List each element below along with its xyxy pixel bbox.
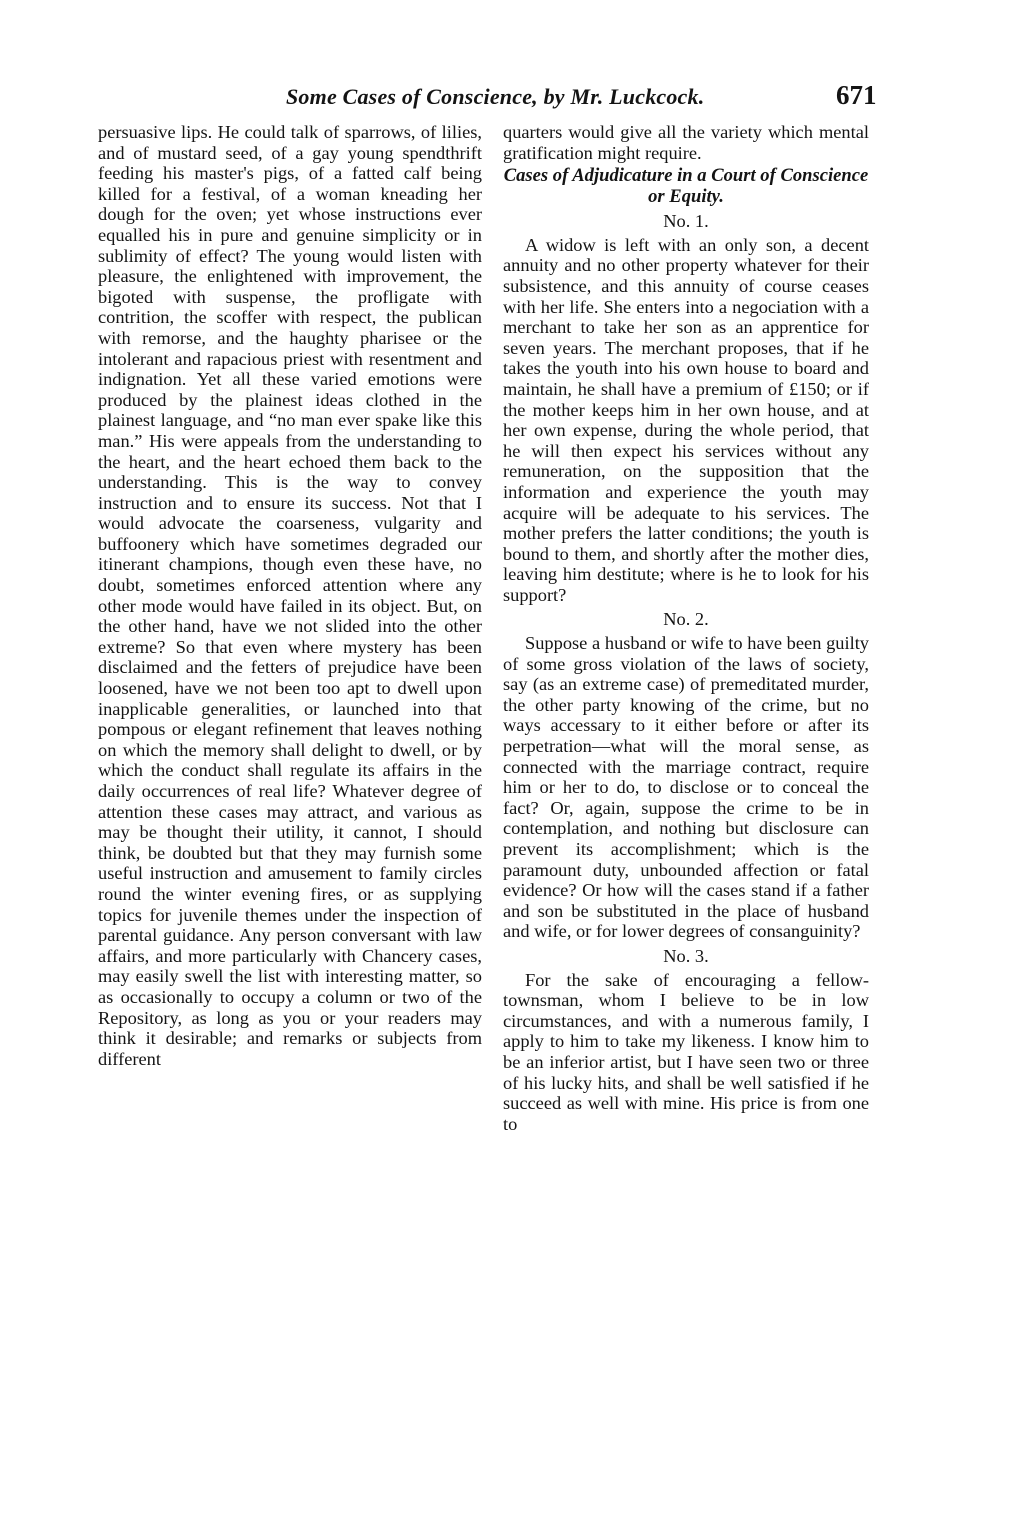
case-text-1: A widow is left with an only son, a decent annuity and no other property whatever for their subsistence, and this annuity of course ceases with her life. She enters into a negociation with a merchant to take her son as an apprentice for seven years. The merchant proposes, that if he takes the youth into his own house to board and maintain, he shall have a premium of £150; or if the mother keeps him in her own house, and at her own expense, during the whole period, that he will then expect his services without any remuneration, on the supposition that the information and experience the youth may acquire will be adequate to his services. The mother prefers the latter conditions; the youth is bound to them, and shortly after the mother dies, leaving him destitute; where is he to look for his support?	[503, 234, 869, 605]
body-paragraph: persuasive lips. He could talk of sparrows, of lilies, and of mustard seed, of a gay young spendthrift feeding his master's pigs, of a fatted calf being killed for a festival, of a woman kneading her dough for the oven; yet whose instructions ever equalled his in pure and genuine simplicity or in sublimity of effect? The young would listen with pleasure, the enlightened with improvement, the bigoted with suspense, the profligate with contrition, the scoffer with respect, the publican with remorse, and the haughty pharisee or the intolerant and rapacious priest with resentment and indignation. Yet all these varied emotions were produced by the plainest ideas clothed in the plainest language, and “no man ever spake like this man.” His were appeals from the understanding to the heart, and the heart echoed them back to the understanding. This is the way to convey instruction and to ensure its success. Not that I would advocate the coarseness, vulgarity and buffoonery which have sometimes degraded our itinerant champions, though even these have, no doubt, sometimes enforced attention where any other mode would have failed in its object. But, on the other hand, have we not slided into the other extreme? So that even where mystery has been disclaimed and the fetters of prejudice have been loosened, have we not been too apt to dwell upon inapplicable generalities, or launched into that pompous or elegant refinement that leaves nothing on which the memory shall delight to dwell, or by which the conduct shall regulate its affairs in the daily occurrences of real life? Whatever degree of attention these cases may attract, and various as may be thought their utility, it cannot, I should think, be doubted but that they may furnish some useful instruction and amusement to family circles round the winter evening fires, or as supplying topics for juvenile themes under the inspection of parental guidance. Any person conversant with law affairs, and more particularly with Chancery cases, may easily swell the list with interesting matter, so as occasionally to occupy a column or two of the Repository, as long as you or your readers may think it desirable; and remarks or subjects from different	[98, 122, 482, 1069]
running-head-title: Some Cases of Conscience, by Mr. Luckcock.	[286, 84, 705, 109]
section-heading: Cases of Adjudicature in a Court of Conscience or Equity.	[503, 165, 869, 208]
running-head	[0, 78, 1020, 118]
lead-paragraph: quarters would give all the variety which mental gratification might require.	[503, 122, 869, 163]
left-column	[98, 122, 482, 1069]
case-text-3: For the sake of encouraging a fellow-townsman, whom I believe to be in low circumstances, and with a numerous family, I apply to him to take my likeness. I know him to be an inferior artist, but I have seen two or three of his lucky hits, and shall be well satisfied if he succeed as well with mine. His price is from one to	[503, 969, 869, 1134]
case-number-2: No. 2.	[663, 609, 709, 630]
case-number-1: No. 1.	[663, 211, 709, 232]
case-number-3: No. 3.	[663, 945, 709, 966]
page-number: 671	[836, 80, 877, 110]
case-text-2: Suppose a husband or wife to have been guilty of some gross violation of the laws of society, say (as an extreme case) of premeditated murder, the other party knowing of the crime, but no ways accessary to it either before or after its perpetration—what will the moral sense, as connected with the marriage contract, require him or her to do, to disclose or to conceal the fact? Or, again, suppose the crime to be in contemplation, and nothing but disclosure can prevent its accomplishment; which is the paramount duty, unbounded affection or fatal evidence? Or how will the cases stand if a father and son be substituted in the place of husband and wife, or for lower degrees of consanguinity?	[503, 633, 869, 942]
right-column	[503, 122, 869, 1134]
